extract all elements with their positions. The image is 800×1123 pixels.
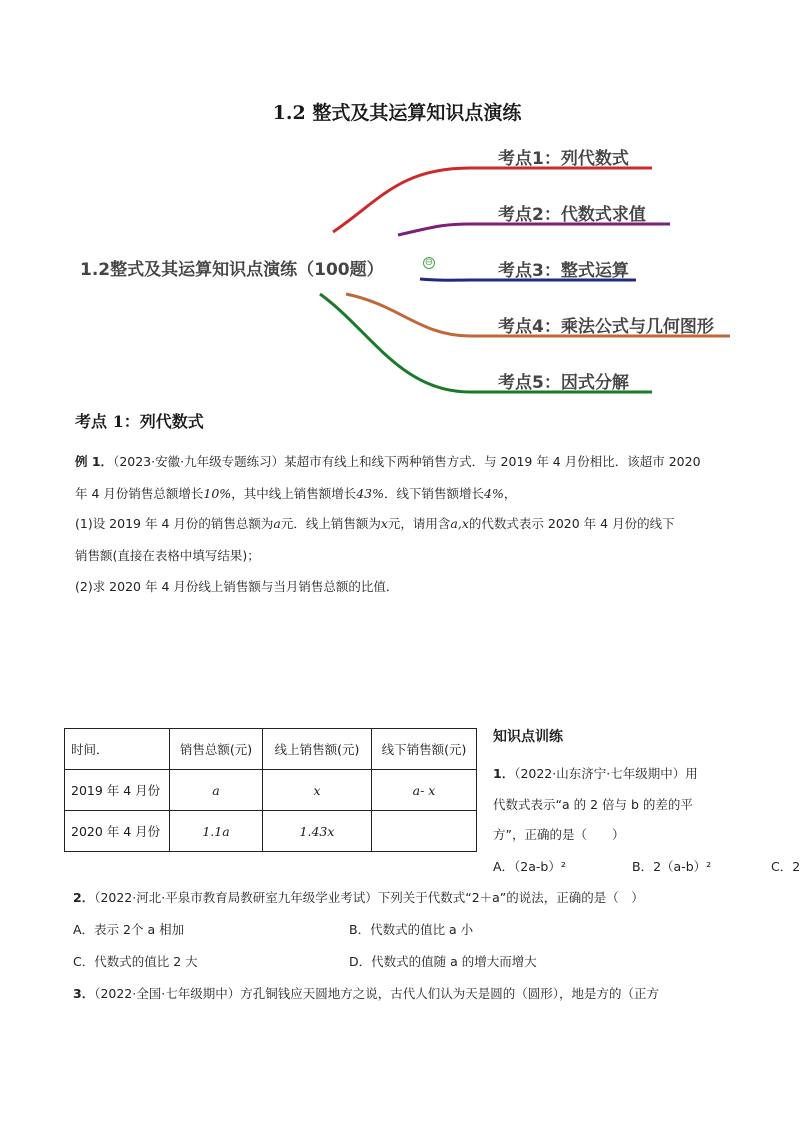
page-title: 1.2 整式及其运算知识点演练 — [272, 102, 522, 124]
table-header-row — [65, 729, 477, 770]
table-row — [65, 770, 477, 811]
question-1-line-2: 销售额(直接在表格中填写结果)； — [75, 548, 260, 563]
table-header-cell: 线上销售额(元) — [263, 729, 372, 770]
section-heading: 考点 1：列代数式 — [75, 412, 204, 431]
practice-q2-option-c[interactable]: C．代数式的值比 2 大 — [73, 954, 198, 969]
table-header-cell: 时间． — [65, 729, 170, 770]
table-row — [65, 811, 477, 852]
sales-table — [64, 728, 477, 852]
question-2: (2)求 2020 年 4 月份线上销售额与当月销售总额的比值． — [75, 579, 399, 594]
practice-q1-option-a[interactable]: A．（2a-b）² — [493, 859, 566, 874]
example-label: 例 1． — [75, 454, 114, 469]
practice-q2: 2．（2022·河北·平泉市教育局教研室九年级学业考试）下列关于代数式“2＋a”的说法，正确的是（ ） — [73, 890, 644, 905]
practice-q1-line-3: 方”，正确的是（ ） — [493, 827, 625, 842]
mindmap-branch-4: 考点4：乘法公式与几何图形 — [498, 317, 714, 337]
table-cell: 2020 年 4 月份 — [65, 811, 170, 852]
example-line-2: 年 4 月份销售总额增长10%，其中线上销售额增长43%．线下销售额增长4%， — [75, 486, 517, 501]
collapse-icon[interactable]: ⊖ — [424, 257, 434, 268]
table-cell: x — [263, 770, 372, 811]
mindmap-connectors — [0, 0, 794, 400]
example-line-1: 例 1．（2023·安徽·九年级专题练习）某超市有线上和线下两种销售方式．与 2019 年 4 月份相比．该超市 2020 — [75, 454, 701, 469]
table-cell-answer[interactable] — [372, 811, 477, 852]
practice-q1-option-c[interactable]: C．2 — [771, 859, 800, 874]
practice-q2-option-b[interactable]: B．代数式的值比 a 小 — [349, 922, 474, 937]
table-cell: a- x — [372, 770, 477, 811]
practice-q3: 3．（2022·全国·七年级期中）方孔铜钱应天圆地方之说，古代人们认为天是圆的（圆形），地是方的（正方 — [73, 986, 659, 1001]
table-header-cell: 销售总额(元) — [170, 729, 263, 770]
mindmap-branch-3: 考点3：整式运算 — [498, 261, 629, 281]
mindmap-branch-5: 考点5：因式分解 — [498, 373, 629, 393]
mindmap-root: 1.2整式及其运算知识点演练（100题） — [80, 260, 384, 280]
practice-q2-option-a[interactable]: A．表示 2个 a 相加 — [73, 922, 185, 937]
practice-q1-option-b[interactable]: B．2（a-b）² — [632, 859, 712, 874]
mindmap-branch-1: 考点1：列代数式 — [498, 149, 629, 169]
practice-q2-option-d[interactable]: D．代数式的值随 a 的增大而增大 — [349, 954, 537, 969]
table-cell: 2019 年 4 月份 — [65, 770, 170, 811]
branch-2-connector — [398, 224, 670, 235]
table-cell: a — [170, 770, 263, 811]
practice-q1-line-2: 代数式表示“a 的 2 倍与 b 的差的平 — [493, 797, 693, 812]
table-cell: 1.1a — [170, 811, 263, 852]
practice-heading: 知识点训练 — [493, 729, 563, 745]
question-1-line-1: (1)设 2019 年 4 月份的销售总额为a元．线上销售额为x元，请用含a,x的代数式表示 2020 年 4 月份的线下 — [75, 516, 675, 531]
mindmap-branch-2: 考点2：代数式求值 — [498, 205, 646, 225]
table-header-cell: 线下销售额(元) — [372, 729, 477, 770]
table-cell: 1.43x — [263, 811, 372, 852]
practice-q1-line-1: 1．（2022·山东济宁·七年级期中）用 — [493, 766, 698, 781]
